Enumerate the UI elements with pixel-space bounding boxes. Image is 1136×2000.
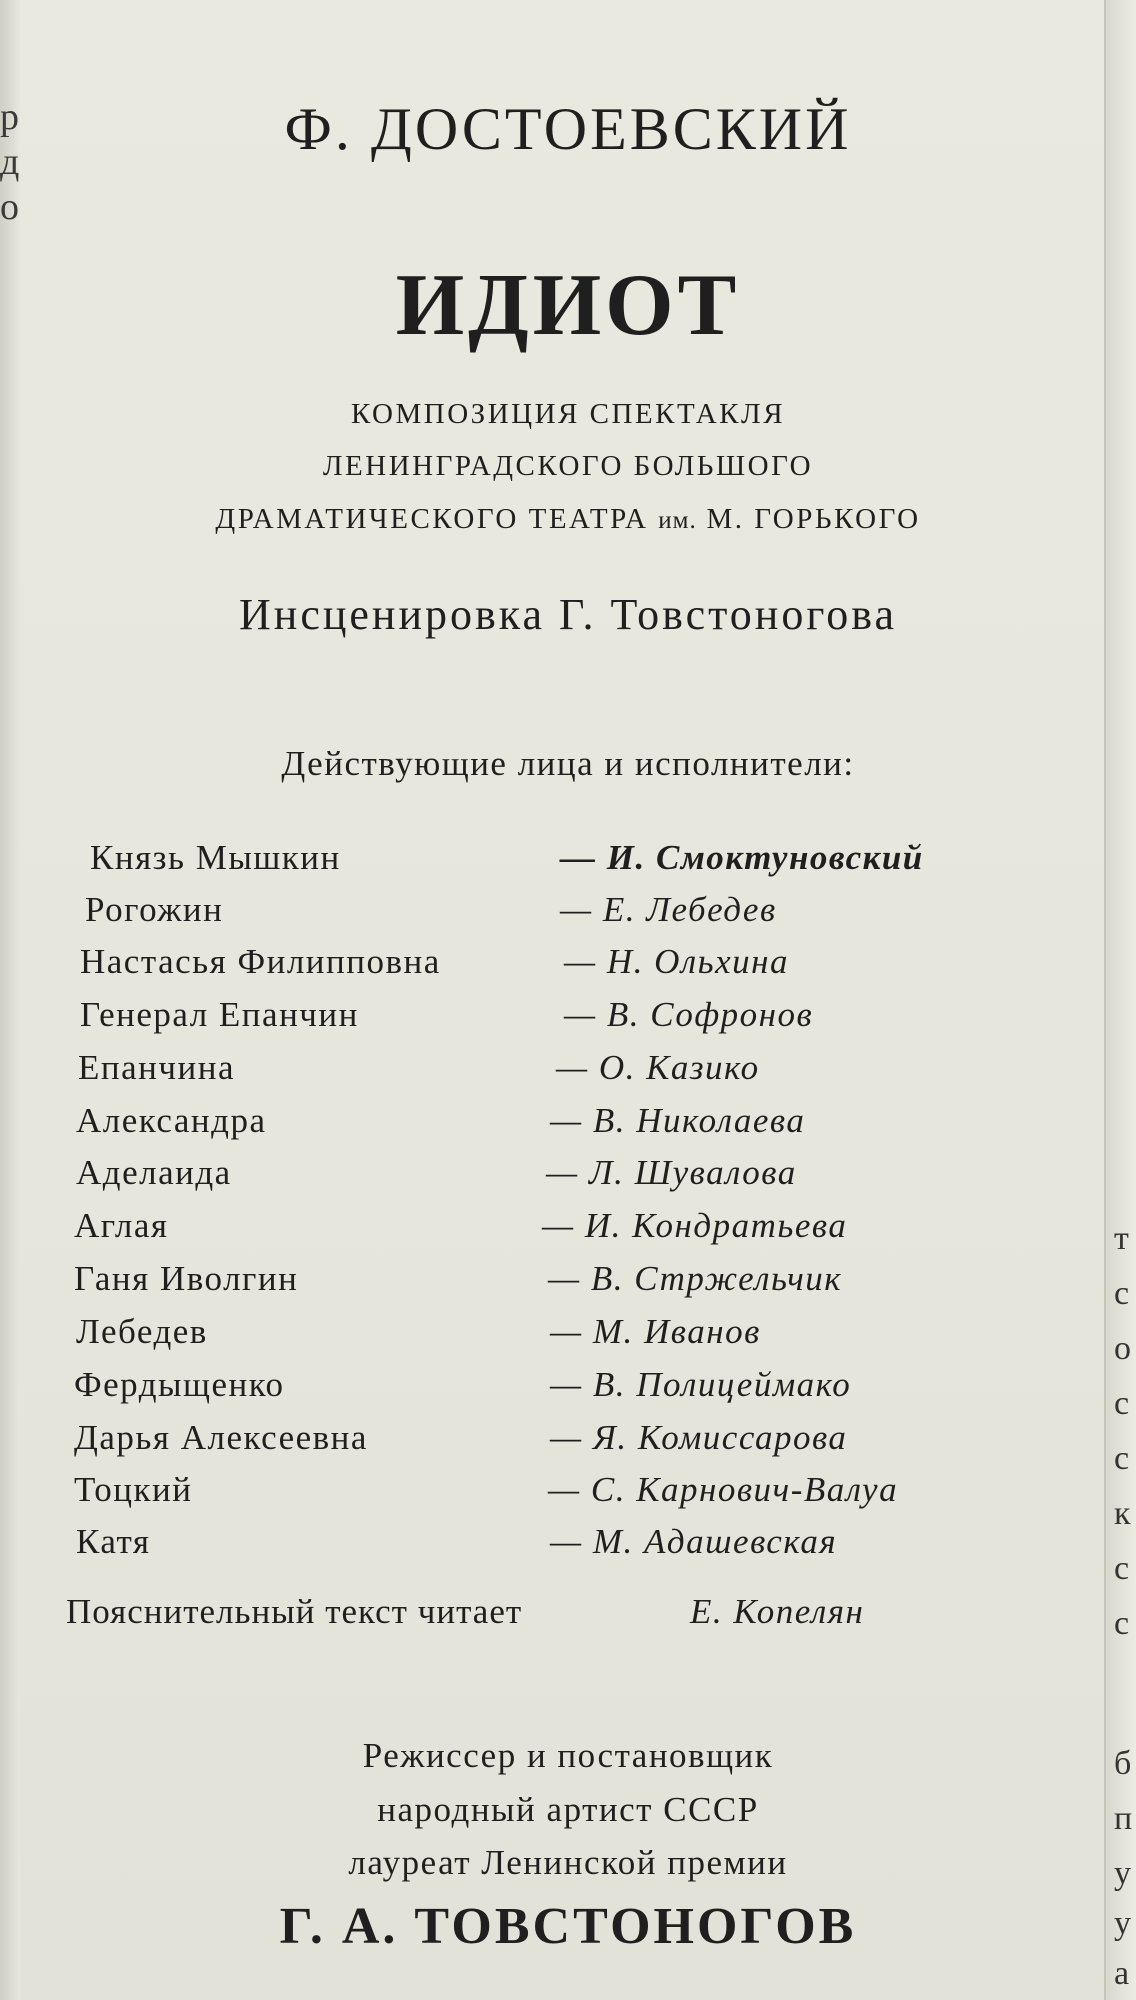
edge-fragment: к	[1114, 1495, 1131, 1532]
cast-actor: — В. Стржельчик	[548, 1259, 843, 1298]
cast-actor: — О. Казико	[556, 1048, 760, 1087]
edge-fragment: с	[1114, 1550, 1130, 1587]
cast-actor: — Е. Лебедев	[560, 890, 777, 929]
theatre-namesake: М. ГОРЬКОГО	[706, 503, 921, 535]
cast-role: Ганя Иволгин	[74, 1259, 299, 1298]
cast-actor: — И. Кондратьева	[542, 1206, 848, 1245]
edge-fragment: о	[1114, 1330, 1131, 1367]
cast-role: Катя	[76, 1522, 151, 1561]
director-name: Г. А. ТОВСТОНОГОВ	[279, 1898, 857, 1955]
edge-fragment: у	[1114, 1905, 1131, 1942]
cast-actor: — И. Смоктуновский	[560, 838, 924, 877]
theatre-im: им.	[658, 507, 697, 534]
edge-fragment: с	[1114, 1275, 1130, 1312]
edge-fragment: а	[1114, 1955, 1130, 1992]
edge-fragment: д	[0, 141, 20, 183]
edge-fragment: о	[0, 186, 19, 228]
play-title: ИДИОТ	[395, 257, 741, 354]
cast-actor: — В. Софронов	[564, 995, 814, 1034]
cast-role: Аделаида	[76, 1153, 232, 1192]
cast-role: Фердыщенко	[74, 1365, 285, 1404]
cast-actor: — С. Карнович-Валуа	[548, 1470, 899, 1509]
narrator-name: Е. Копелян	[690, 1592, 865, 1631]
right-page-edge	[1104, 0, 1136, 2000]
cast-actor: — Н. Ольхина	[564, 942, 790, 981]
cast-role: Князь Мышкин	[90, 838, 341, 877]
director-award: лауреат Ленинской премии	[348, 1843, 788, 1882]
composition-line-2: ЛЕНИНГРАДСКОГО БОЛЬШОГО	[322, 450, 814, 482]
cast-role: Аглая	[74, 1206, 169, 1245]
cast-actor: — М. Иванов	[550, 1312, 761, 1351]
author-name: Ф. ДОСТОЕВСКИЙ	[284, 96, 852, 162]
cast-actor: — В. Николаева	[550, 1101, 806, 1140]
edge-fragment: п	[1114, 1800, 1133, 1837]
edge-fragment: с	[1114, 1605, 1130, 1642]
edge-fragment: б	[1114, 1745, 1132, 1782]
edge-fragment: т	[1114, 1220, 1129, 1257]
edge-fragment: р	[0, 96, 19, 138]
edge-fragment: с	[1114, 1385, 1130, 1422]
cast-role: Епанчина	[78, 1048, 235, 1087]
cast-role: Генерал Епанчин	[80, 995, 359, 1034]
narrator-label: Пояснительный текст читает	[66, 1592, 523, 1631]
cast-role: Лебедев	[76, 1312, 208, 1351]
left-page-edge	[0, 0, 20, 2000]
cast-role: Настасья Филипповна	[80, 942, 441, 981]
cast-role: Тоцкий	[74, 1470, 193, 1509]
director-honour: народный артист СССР	[377, 1790, 759, 1829]
cast-role: Александра	[76, 1101, 267, 1140]
composition-line-3	[60, 503, 1076, 536]
theatre-name: ДРАМАТИЧЕСКОГО ТЕАТРА	[215, 503, 649, 535]
cast-role: Рогожин	[85, 890, 224, 929]
director-title: Режиссер и постановщик	[362, 1736, 774, 1775]
cast-actor: — М. Адашевская	[550, 1522, 838, 1561]
cast-role: Дарья Алексеевна	[74, 1418, 368, 1457]
cast-actor: — Я. Комиссарова	[550, 1418, 848, 1457]
cast-actor: — Л. Шувалова	[546, 1153, 797, 1192]
adaptation-credit: Инсценировка Г. Товстоногова	[239, 590, 897, 639]
cast-actor: — В. Полицеймако	[550, 1365, 852, 1404]
cast-heading: Действующие лица и исполнители:	[281, 744, 855, 783]
edge-fragment: с	[1114, 1440, 1130, 1477]
edge-fragment: у	[1114, 1855, 1131, 1892]
composition-line-1: КОМПОЗИЦИЯ СПЕКТАКЛЯ	[350, 398, 786, 430]
